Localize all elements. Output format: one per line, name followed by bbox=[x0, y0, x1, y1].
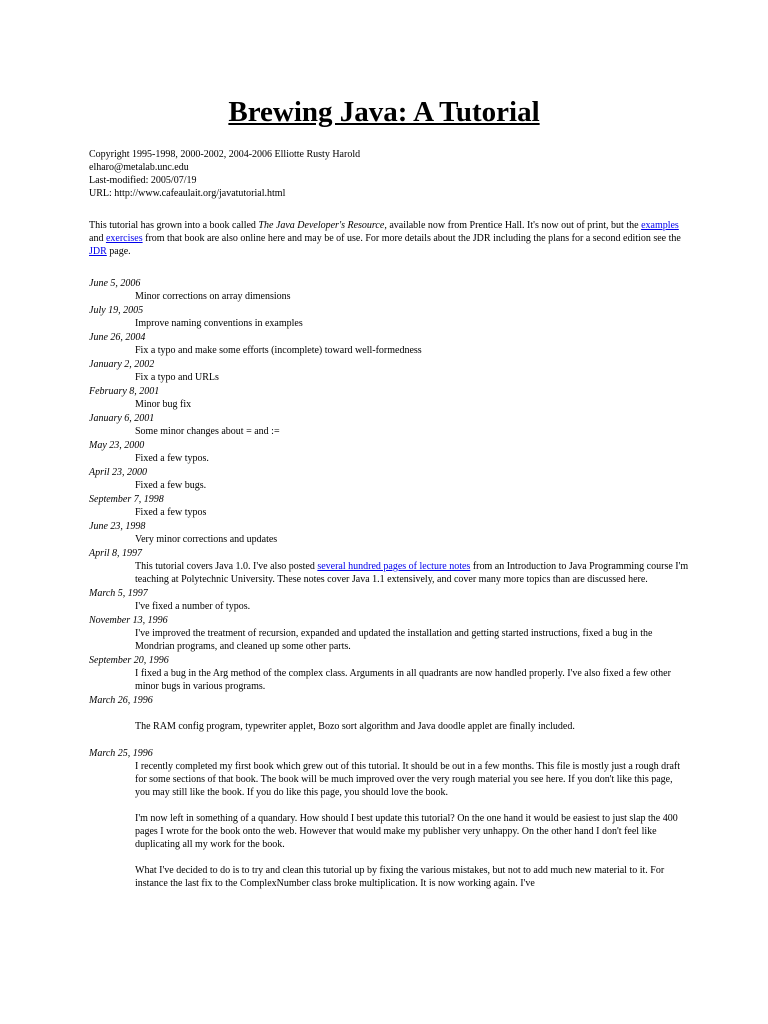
intro-paragraph bbox=[89, 219, 689, 258]
entry-text: Fix a typo and URLs bbox=[135, 372, 219, 383]
entry-date: June 26, 2004 bbox=[89, 332, 146, 343]
entry-text bbox=[135, 720, 689, 733]
entry-date: June 23, 1998 bbox=[89, 521, 146, 532]
intro-text-4: page. bbox=[106, 246, 131, 257]
intro-text-1: This tutorial has grown into a book called bbox=[89, 220, 259, 231]
entry-text: I've improved the treatment of recursion, expanded and updated the installation and getting started instructions, fixed a bug in the Mondrian programs, and cleaned up some other parts. bbox=[135, 628, 653, 652]
entry-text: Very minor corrections and updates bbox=[135, 534, 278, 545]
entry-date: March 26, 1996 bbox=[89, 695, 153, 706]
entry-date: September 20, 1996 bbox=[89, 655, 169, 666]
entry-date: June 5, 2006 bbox=[89, 278, 141, 289]
last-modified-line: Last-modified: 2005/07/19 bbox=[89, 175, 197, 186]
book-title: The Java Developer's Resource bbox=[258, 220, 385, 231]
document-metadata bbox=[89, 148, 689, 200]
exercises-link[interactable]: exercises bbox=[105, 233, 143, 244]
entry-date: January 2, 2002 bbox=[89, 359, 155, 370]
intro-and: and bbox=[89, 233, 106, 244]
copyright-line: Copyright 1995-1998, 2000-2002, 2004-2006 Elliotte Rusty Harold bbox=[89, 149, 361, 160]
entry-paragraph: The RAM config program, typewriter applet, Bozo sort algorithm and Java doodle applet are finally included. bbox=[135, 721, 575, 732]
entry-date: April 23, 2000 bbox=[89, 467, 148, 478]
entry-text bbox=[135, 560, 689, 586]
entry-paragraph: I recently completed my first book which grew out of this tutorial. It should be out in a few months. This file is mostly just a rough draft for some sections of that book. The book will be much improved over the very rough material you see here. If you don't like this page, you may still like the book. If you do like this page, you should love the book. bbox=[135, 761, 680, 798]
entry-date: November 13, 1996 bbox=[89, 615, 168, 626]
lecture-notes-link[interactable]: several hundred pages of lecture notes bbox=[317, 561, 471, 572]
author-email: elharo@metalab.unc.edu bbox=[89, 162, 189, 173]
entry-text-post: from an Introduction to Java Programming course I'm teaching at Polytechnic University. These notes cover Java 1.1 extensively, and cover many more topics than are discussed here. bbox=[135, 561, 689, 585]
entry-text: Minor corrections on array dimensions bbox=[135, 291, 291, 302]
entry-date: February 8, 2001 bbox=[89, 386, 160, 397]
entry-text: Fixed a few bugs. bbox=[135, 480, 207, 491]
entry-date: May 23, 2000 bbox=[89, 440, 145, 451]
jdr-link[interactable]: JDR bbox=[89, 246, 107, 257]
entry-text: Fixed a few typos. bbox=[135, 453, 209, 464]
entry-text: Minor bug fix bbox=[135, 399, 192, 410]
entry-date: January 6, 2001 bbox=[89, 413, 155, 424]
examples-link[interactable]: examples bbox=[641, 220, 679, 231]
entry-text: I fixed a bug in the Arg method of the complex class. Arguments in all quadrants are now handled properly. I've also fixed a few other minor bugs in various programs. bbox=[135, 668, 671, 692]
entry-date: March 25, 1996 bbox=[89, 748, 153, 759]
entry-text bbox=[135, 760, 689, 890]
entry-text: Some minor changes about = and := bbox=[135, 426, 280, 437]
entry-paragraph: What I've decided to do is to try and clean this tutorial up by fixing the various mistakes, but not to add much new material to it. For instance the last fix to the ComplexNumber class broke multiplication. It is now working again. I've bbox=[135, 865, 665, 889]
intro-text-3: from that book are also online here and may be of use. For more details about the JDR including the plans for a second edition see the bbox=[142, 233, 681, 244]
entry-text: I've fixed a number of typos. bbox=[135, 601, 251, 612]
entry-text-pre: This tutorial covers Java 1.0. I've also posted bbox=[135, 561, 318, 572]
entry-date: July 19, 2005 bbox=[89, 305, 144, 316]
url-line: URL: http://www.cafeaulait.org/javatutorial.html bbox=[89, 188, 286, 199]
page-title: Brewing Java: A Tutorial bbox=[228, 96, 540, 128]
entry-paragraph: I'm now left in something of a quandary. How should I best update this tutorial? On the one hand it would be easiest to just slap the 400 pages I wrote for the book onto the web. However that would make my publisher very unhappy. On the other hand I don't feel like duplicating all my work for the book. bbox=[135, 813, 678, 850]
entry-date: April 8, 1997 bbox=[89, 548, 143, 559]
entry-date: September 7, 1998 bbox=[89, 494, 164, 505]
entry-text: Improve naming conventions in examples bbox=[135, 318, 303, 329]
entry-date: March 5, 1997 bbox=[89, 588, 148, 599]
intro-text-2: , available now from Prentice Hall. It's now out of print, but the bbox=[384, 220, 642, 231]
entry-text: Fix a typo and make some efforts (incomplete) toward well-formedness bbox=[135, 345, 422, 356]
change-log bbox=[89, 277, 689, 891]
entry-text: Fixed a few typos bbox=[135, 507, 207, 518]
